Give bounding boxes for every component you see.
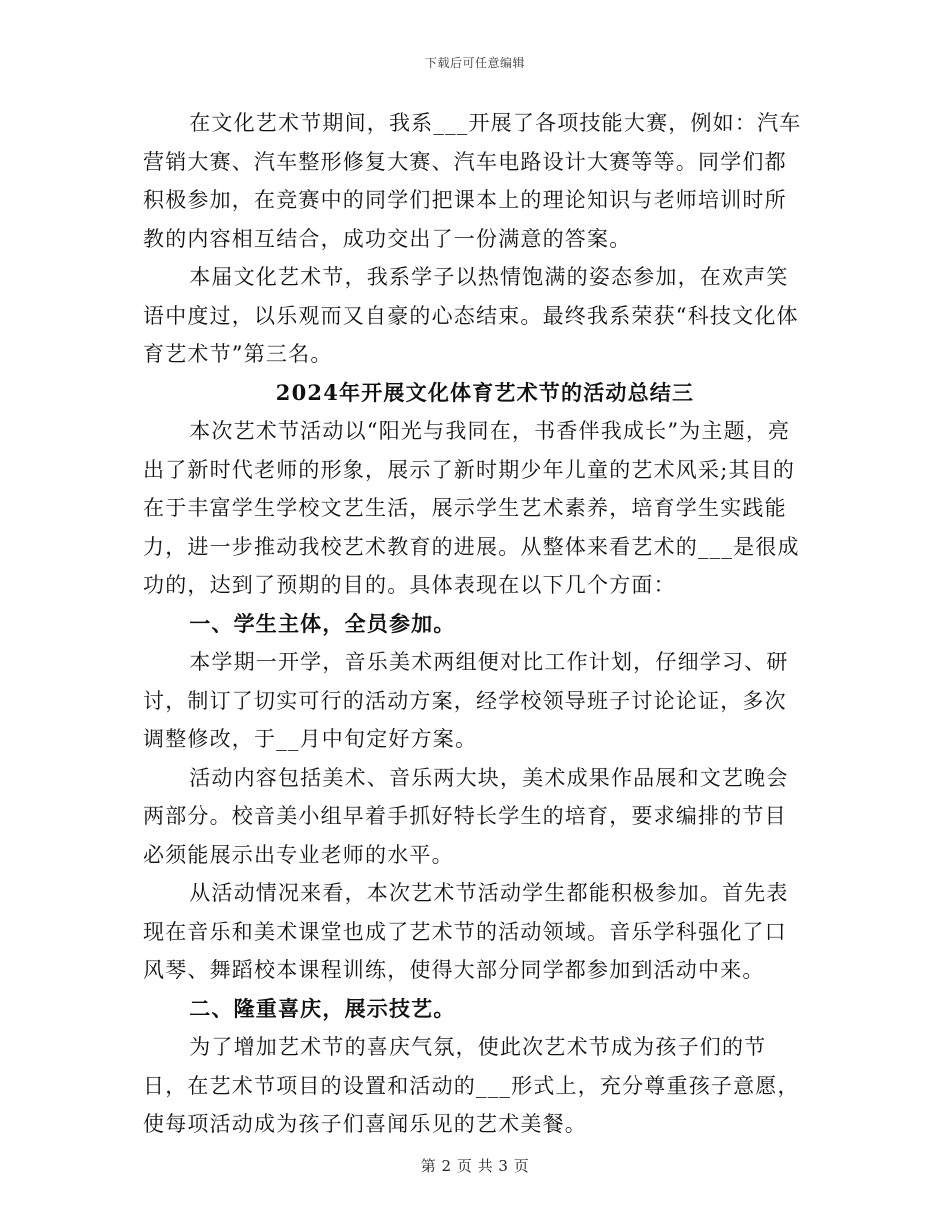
paragraph-festival-result: 本届文化艺术节，我系学子以热情饱满的姿态参加，在欢声笑语中度过，以乐观而又自豪的心态结束。最终我系荣获“科技文化体育艺术节”第三名。: [143, 265, 799, 366]
paragraph-festive-atmosphere: 为了增加艺术节的喜庆气氛，使此次艺术节成为孩子们的节日，在艺术节项目的设置和活动的___形式上，充分尊重孩子意愿，使每项活动成为孩子们喜闻乐见的艺术美餐。: [143, 1035, 800, 1136]
page-header: 下载后可任意编辑: [424, 56, 525, 70]
page-footer: 第 2 页 共 3 页: [420, 1157, 530, 1175]
paragraph-skills-contest: 在文化艺术节期间，我系___开展了各项技能大赛，例如：汽车营销大赛、汽车整形修复大赛、汽车电路设计大赛等等。同学们都积极参加，在竞赛中的同学们把课本上的理论知识与老师培训时所教的内容相互结合，成功交出了一份满意的答案。: [143, 111, 802, 251]
document-body: [143, 104, 807, 1144]
heading-celebration: 二、隆重喜庆，展示技艺。: [189, 995, 456, 1021]
paragraph-theme: 本次艺术节活动以“阳光与我同在，书香伴我成长”为主题，亮出了新时代老师的形象，展示了新时期少年儿童的艺术风采;其目的在于丰富学生学校文艺生活，展示学生艺术素养，培育学生实践能力，进一步推动我校艺术教育的进展。从整体来看艺术的___是很成功的，达到了预期的目的。具体表现在以下几个方面：: [143, 419, 800, 597]
heading-student-participation: 一、学生主体，全员参加。: [189, 610, 456, 636]
section-title: 2024年开展文化体育艺术节的活动总结三: [275, 379, 695, 405]
paragraph-activity-situation: 从活动情况来看，本次艺术节活动学生都能积极参加。首先表现在音乐和美术课堂也成了艺术节的活动领域。音乐学科强化了口风琴、舞蹈校本课程训练，使得大部分同学都参加到活动中来。: [143, 881, 789, 982]
paragraph-content: 活动内容包括美术、音乐两大块，美术成果作品展和文艺晚会两部分。校音美小组早着手抓好特长学生的培育，要求编排的节目必须能展示出专业老师的水平。: [143, 765, 789, 867]
paragraph-planning: 本学期一开学，音乐美术两组便对比工作计划，仔细学习、研讨，制订了切实可行的活动方案，经学校领导班子讨论论证，多次调整修改，于__月中旬定好方案。: [143, 650, 789, 751]
